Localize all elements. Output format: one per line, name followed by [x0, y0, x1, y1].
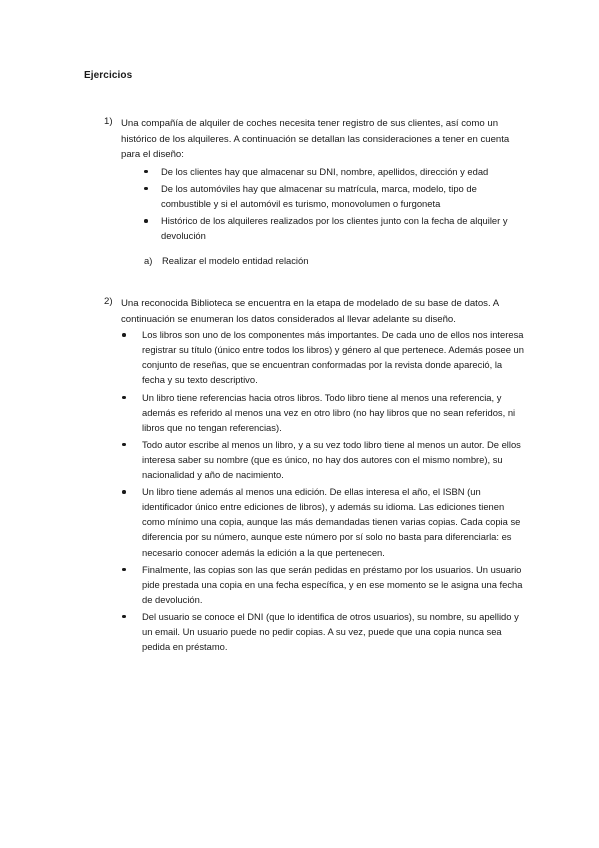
sub-task-text: Realizar el modelo entidad relación — [162, 255, 309, 267]
list-item-text: Histórico de los alquileres realizados por los clientes junto con la fecha de alquiler y devolución — [161, 215, 508, 242]
bullet-icon — [122, 396, 126, 400]
page-heading: Ejercicios — [84, 70, 133, 81]
list-item — [122, 437, 524, 482]
exercise-intro: Una compañía de alquiler de coches necesita tener registro de sus clientes, así como un histórico de los alquileres. A continuación se detallan las consideraciones a tener en cuenta para el diseño: — [121, 118, 510, 161]
bullet-icon — [122, 333, 126, 337]
list-item-text: Del usuario se conoce el DNI (que lo identifica de otros usuarios), su nombre, su apellido y un email. Un usuario puede no pedir copias. A su vez, puede que una copia nunca sea pedida en préstamo. — [142, 610, 519, 653]
sub-task — [144, 253, 524, 268]
list-item-text: Un libro tiene referencias hacia otros libros. Todo libro tiene al menos una referencia, y además es referido al menos una vez en otro libro (no hay libros que no sean referidos, ni libros que no tengan referencias). — [142, 391, 516, 433]
list-item — [122, 390, 524, 435]
bullet-icon — [144, 187, 148, 191]
bullet-icon — [122, 490, 126, 494]
exercise-1 — [104, 116, 524, 268]
list-item — [144, 164, 524, 179]
list-item-text: Finalmente, las copias son las que serán pedidas en préstamo por los usuarios. Un usuario pide prestada una copia en una fecha específica, y en ese momento se le asigna una fecha de devolución. — [142, 563, 523, 605]
list-item — [122, 327, 524, 387]
bullet-list — [144, 164, 524, 243]
list-item-text: Un libro tiene además al menos una edición. De ellas interesa el año, el ISBN (un identificador único entre ediciones de libros), y además su idioma. Las ediciones tienen como mínimo una copia, aunque las más demandadas tienen varias copias. Cada copia se diferencia por su número, aunque este número por sí solo no basta para diferenciarla: es necesario conocer además la edición a la que pertenecen. — [142, 486, 521, 558]
exercise-number: 2) — [104, 296, 113, 307]
bullet-icon — [122, 568, 126, 572]
bullet-list — [122, 327, 524, 654]
list-item — [122, 609, 524, 654]
list-item — [122, 562, 524, 607]
bullet-icon — [144, 170, 148, 174]
list-item-text: Todo autor escribe al menos un libro, y a su vez todo libro tiene al menos un autor. De ellos interesa saber su nombre (que es único, no hay dos autores con el mismo nombre), su nacionalidad y año de nacimiento. — [142, 438, 521, 481]
bullet-icon — [122, 615, 126, 619]
list-item — [144, 213, 524, 243]
list-item — [122, 484, 524, 559]
bullet-icon — [144, 219, 148, 223]
bullet-icon — [122, 443, 126, 447]
exercise-intro: Una reconocida Biblioteca se encuentra en la etapa de modelado de su base de datos. A continuación se enumeran los datos considerados al llevar adelante su diseño. — [121, 298, 499, 325]
exercise-number: 1) — [104, 116, 113, 127]
exercise-2 — [104, 296, 524, 656]
sub-task-label: a) — [144, 255, 153, 267]
list-item-text: De los clientes hay que almacenar su DNI, nombre, apellidos, dirección y edad — [161, 165, 489, 177]
list-item-text: De los automóviles hay que almacenar su matrícula, marca, modelo, tipo de combustible y si el automóvil es turismo, monovolumen o furgoneta — [161, 182, 477, 209]
list-item — [144, 181, 524, 211]
list-item-text: Los libros son uno de los componentes más importantes. De cada uno de ellos nos interesa registrar su título (único entre todos los libros) y género al que pertenece. Además posee un conjunto de reseñas, que se encuentran conformadas por la revista donde apareció, la fecha y su texto descriptivo. — [142, 329, 524, 386]
